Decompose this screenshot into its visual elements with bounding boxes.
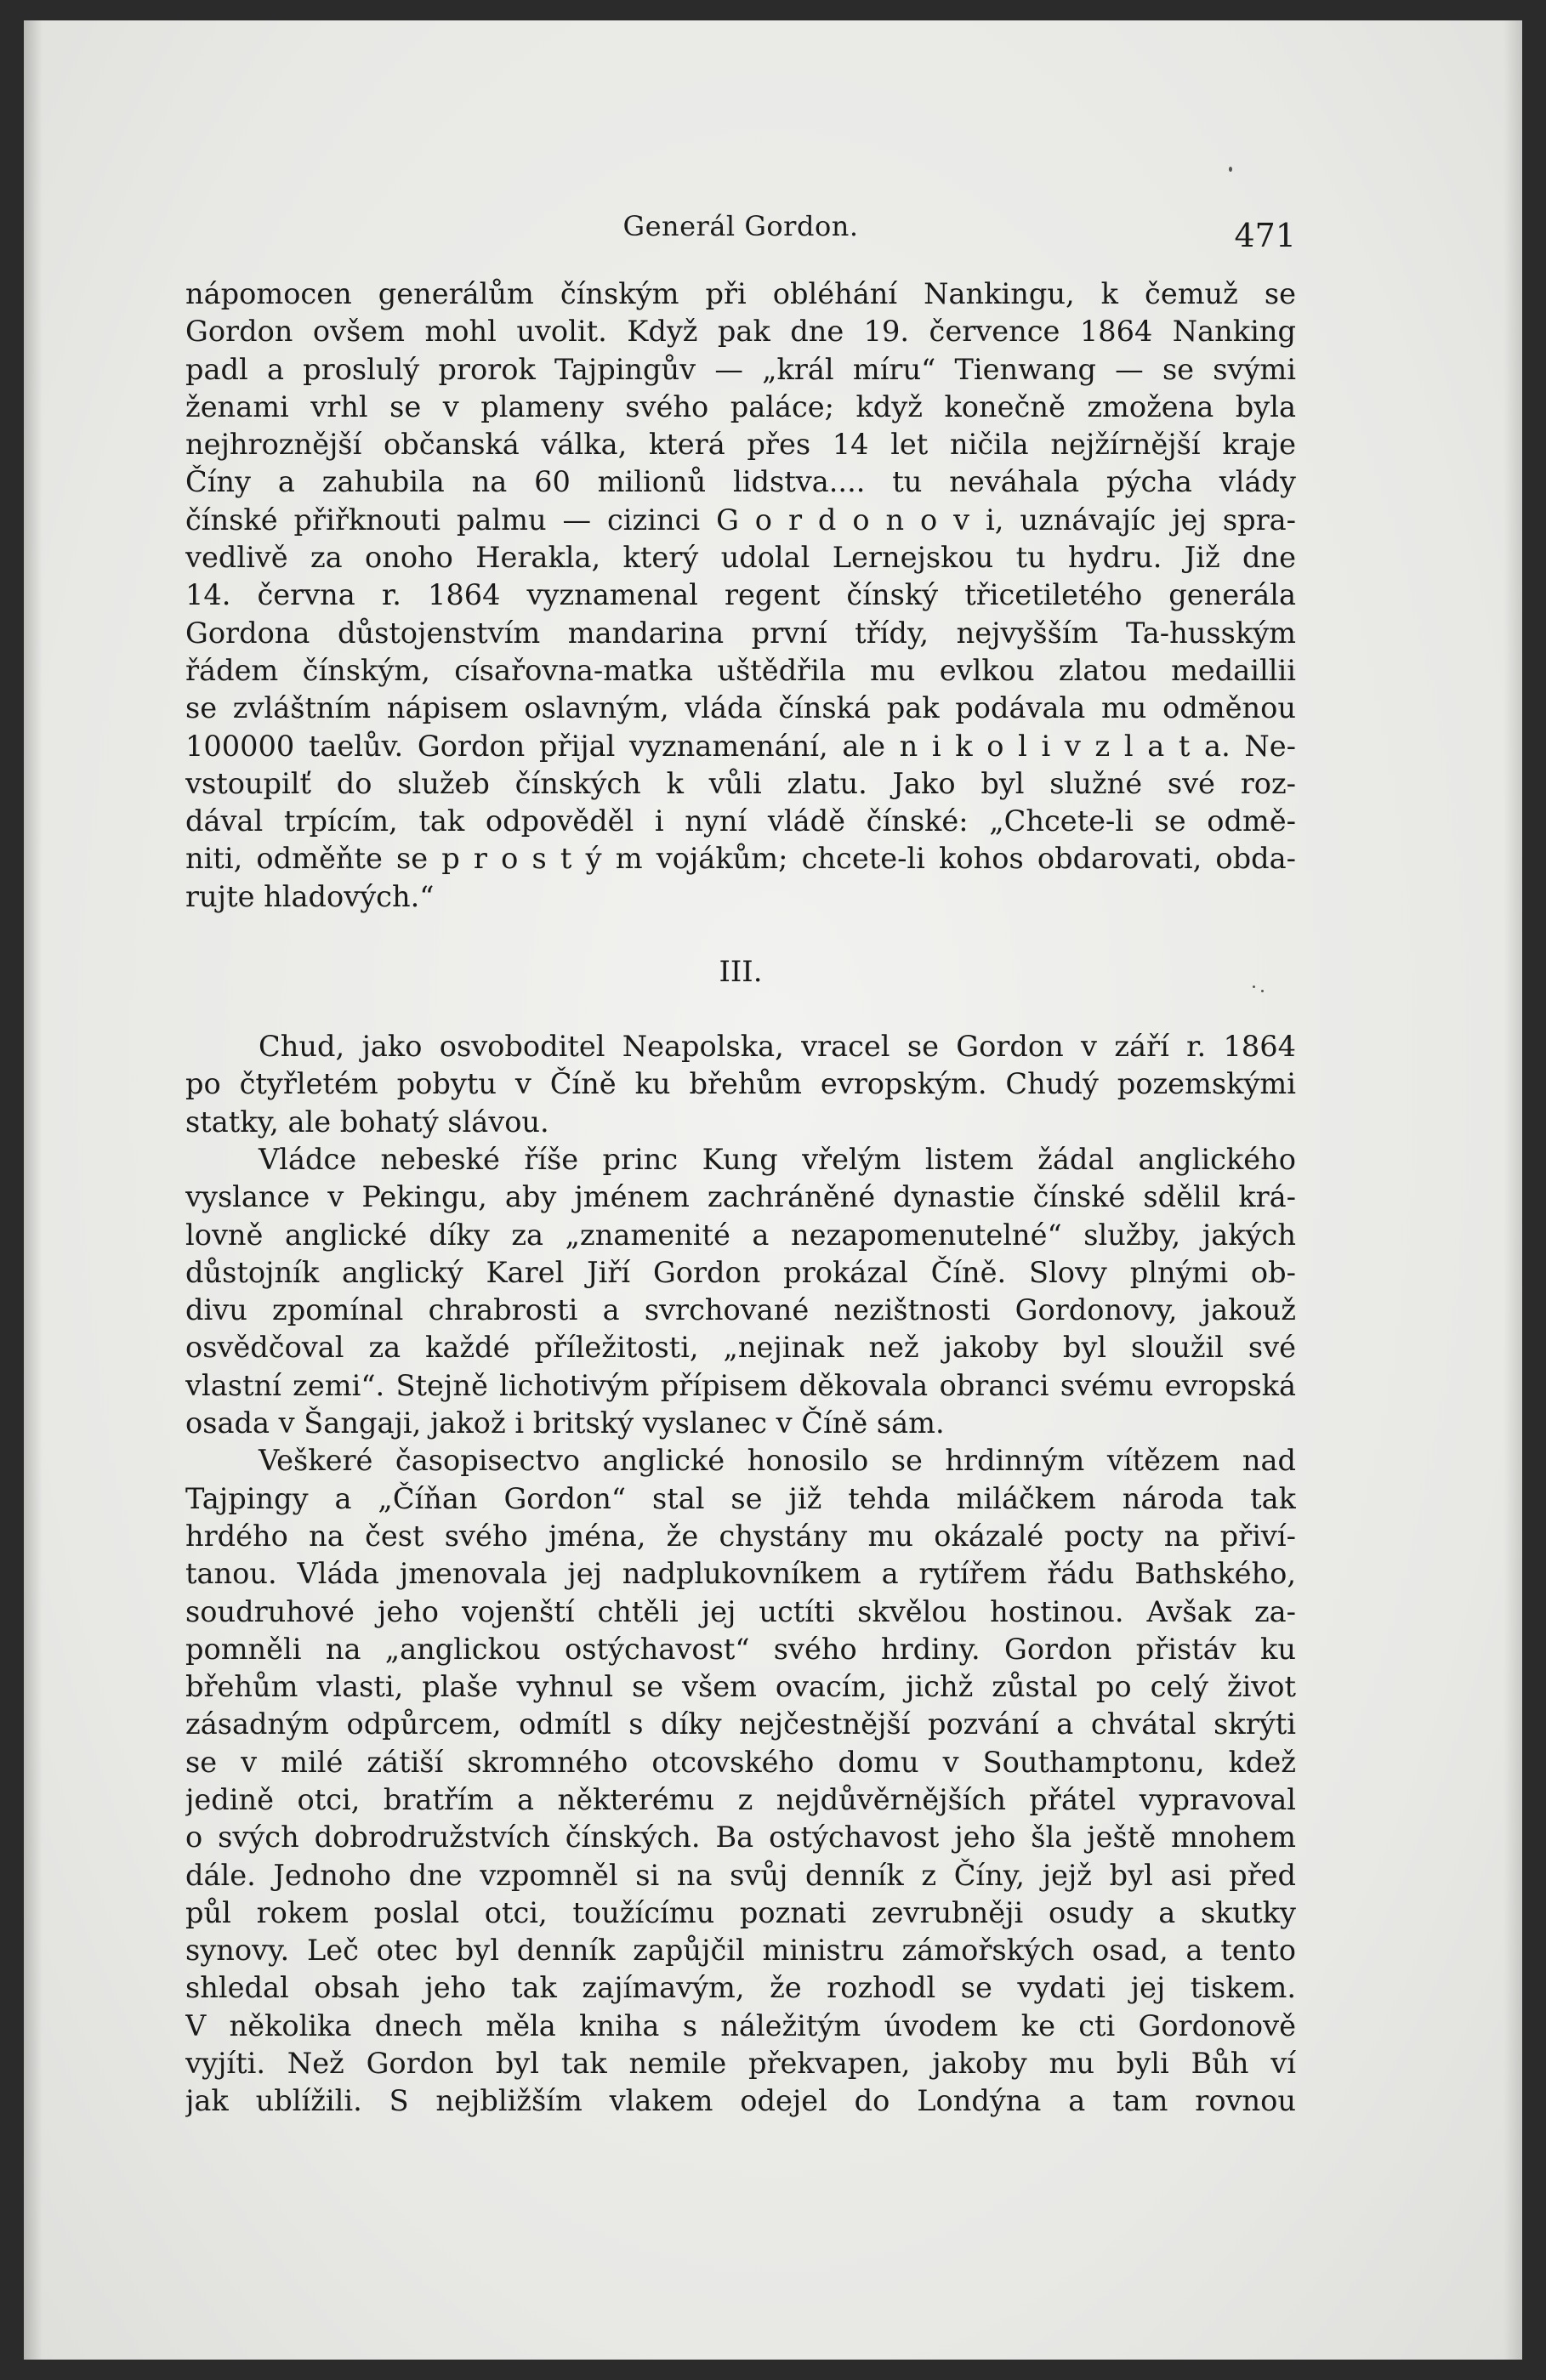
text-line: niti, odměňte se p r o s t ý m vojákům; chcete-li kohos obdarovati, obda- — [185, 842, 1296, 876]
page-edge-shadow-left — [24, 20, 43, 2360]
page-header — [185, 195, 1296, 254]
text-line: lovně anglické díky za „znamenité a nezapomenutelné“ služby, jakých — [185, 1218, 1296, 1252]
text-line: padl a proslulý prorok Tajpingův — „král míru“ Tienwang — se svými — [185, 352, 1296, 386]
text-line: Chud, jako osvoboditel Neapolska, vracel se Gordon v září r. 1864 — [259, 1030, 1296, 1064]
text-line: vlastní zemi“. Stejně lichotivým přípisem děkovala obranci svému evropská — [185, 1368, 1296, 1402]
print-speck — [1229, 167, 1232, 172]
page-number: 471 — [1234, 217, 1296, 254]
text-line: Veškeré časopisectvo anglické honosilo se hrdinným vítězem nad — [259, 1444, 1296, 1478]
text-line: dával trpícím, tak odpověděl i nyní vládě čínské: „Chcete-li se odmě- — [185, 804, 1296, 838]
text-line: shledal obsah jeho tak zajímavým, že rozhodl se vydati jej tiskem. — [185, 1971, 1296, 2005]
paragraph-2 — [185, 1028, 1296, 1141]
paragraph-4 — [185, 1442, 1296, 2120]
text-line: osvědčoval za každé příležitosti, „nejinak než jakoby byl sloužil své — [185, 1331, 1296, 1365]
text-line: 100000 taelův. Gordon přijal vyznamenání, ale n i k o l i v z l a t a. Ne- — [185, 729, 1296, 763]
text-line: Tajpingy a „Číňan Gordon“ stal se již tehda miláčkem národa tak — [185, 1481, 1296, 1515]
text-line: 14. června r. 1864 vyznamenal regent čínský třicetiletého generála — [185, 578, 1296, 612]
text-line: ženami vrhl se v plameny svého paláce; když konečně zmožena byla — [185, 389, 1296, 423]
text-line: statky, ale bohatý slávou. — [185, 1105, 549, 1139]
text-line: Gordon ovšem mohl uvolit. Když pak dne 19. července 1864 Nanking — [185, 315, 1296, 349]
text-line: Vládce nebeské říše princ Kung vřelým listem žádal anglického — [259, 1142, 1296, 1176]
text-line: Gordona důstojenstvím mandarina první třídy, nejvyšším Ta-husským — [185, 616, 1296, 650]
text-line: osada v Šangaji, jakož i britský vyslanec v Číně sám. — [185, 1406, 945, 1440]
text-line: břehům vlasti, plaše vyhnul se všem ovacím, jichž zůstal po celý život — [185, 1670, 1296, 1704]
paragraph-1 — [185, 275, 1296, 916]
text-line: zásadným odpůrcem, odmítl s díky nejčestnější pozvání a chvátal skrýti — [185, 1707, 1296, 1741]
text-line: vedlivě za onoho Herakla, který udolal Lernejskou tu hydru. Již dne — [185, 541, 1296, 575]
text-line: soudruhové jeho vojenští chtěli jej uctíti skvělou hostinou. Avšak za- — [185, 1594, 1296, 1628]
text-line: vyjíti. Než Gordon byl tak nemile překvapen, jakoby mu byli Bůh ví — [185, 2047, 1296, 2081]
text-line: dále. Jednoho dne vzpomněl si na svůj denník z Číny, jejž byl asi před — [185, 1858, 1296, 1892]
text-line: vstoupilť do služeb čínských k vůli zlatu. Jako byl služné své roz- — [185, 766, 1296, 800]
page-edge-shadow-right — [1503, 20, 1522, 2360]
running-title: Generál Gordon. — [622, 210, 859, 242]
text-line: divu zpomínal chrabrosti a svrchované nezištnosti Gordonovy, jakouž — [185, 1293, 1296, 1327]
text-line: Číny a zahubila na 60 milionů lidstva.... tu neváhala pýcha vlády — [185, 465, 1296, 499]
text-line: půl rokem poslal otci, toužícímu poznati zevrubněji osudy a skutky — [185, 1895, 1296, 1929]
text-line: synovy. Leč otec byl denník zapůjčil ministru zámořských osad, a tento — [185, 1934, 1296, 1968]
text-line: se v milé zátiší skromného otcovského domu v Southamptonu, kdež — [185, 1745, 1296, 1779]
text-line: vyslance v Pekingu, aby jménem zachráněné dynastie čínské sdělil krá- — [185, 1180, 1296, 1214]
text-line: nejhroznější občanská válka, která přes 14 let ničila nejžírnější kraje — [185, 428, 1296, 462]
text-line: řádem čínským, císařovna-matka uštědřila mu evlkou zlatou medaillii — [185, 653, 1296, 687]
text-line: V několika dnech měla kniha s náležitým úvodem ke cti Gordonově — [185, 2008, 1296, 2042]
text-line: o svých dobrodružstvích čínských. Ba ostýchavost jeho šla ještě mnohem — [185, 1821, 1296, 1855]
text-line: hrdého na čest svého jména, že chystány mu okázalé pocty na přiví- — [185, 1519, 1296, 1553]
text-line: se zvláštním nápisem oslavným, vláda čínská pak podávala mu odměnou — [185, 691, 1296, 725]
text-line: jak ublížili. S nejbližším vlakem odejel do Londýna a tam rovnou — [185, 2084, 1296, 2118]
text-line: pomněli na „anglickou ostýchavost“ svého hrdiny. Gordon přistáv ku — [185, 1632, 1296, 1666]
book-page — [24, 20, 1522, 2360]
paragraph-3 — [185, 1141, 1296, 1442]
section-heading: III. — [719, 955, 763, 990]
text-line: čínské přiřknouti palmu — cizinci G o r d o n o v i, uznávajíc jej spra- — [185, 503, 1296, 537]
text-line: jedině otci, bratřím a některému z nejdůvěrnějších přátel vypravoval — [185, 1782, 1296, 1816]
body-text — [185, 275, 1296, 2121]
text-line: rujte hladových.“ — [185, 879, 435, 913]
text-line: po čtyřletém pobytu v Číně ku břehům evropským. Chudý pozemskými — [185, 1067, 1296, 1101]
text-line: důstojník anglický Karel Jiří Gordon prokázal Číně. Slovy plnými ob- — [185, 1255, 1296, 1289]
text-line: tanou. Vláda jmenovala jej nadplukovníkem a rytířem řádu Bathského, — [185, 1557, 1296, 1591]
text-line: nápomocen generálům čínským při obléhání Nankingu, k čemuž se — [185, 277, 1296, 310]
